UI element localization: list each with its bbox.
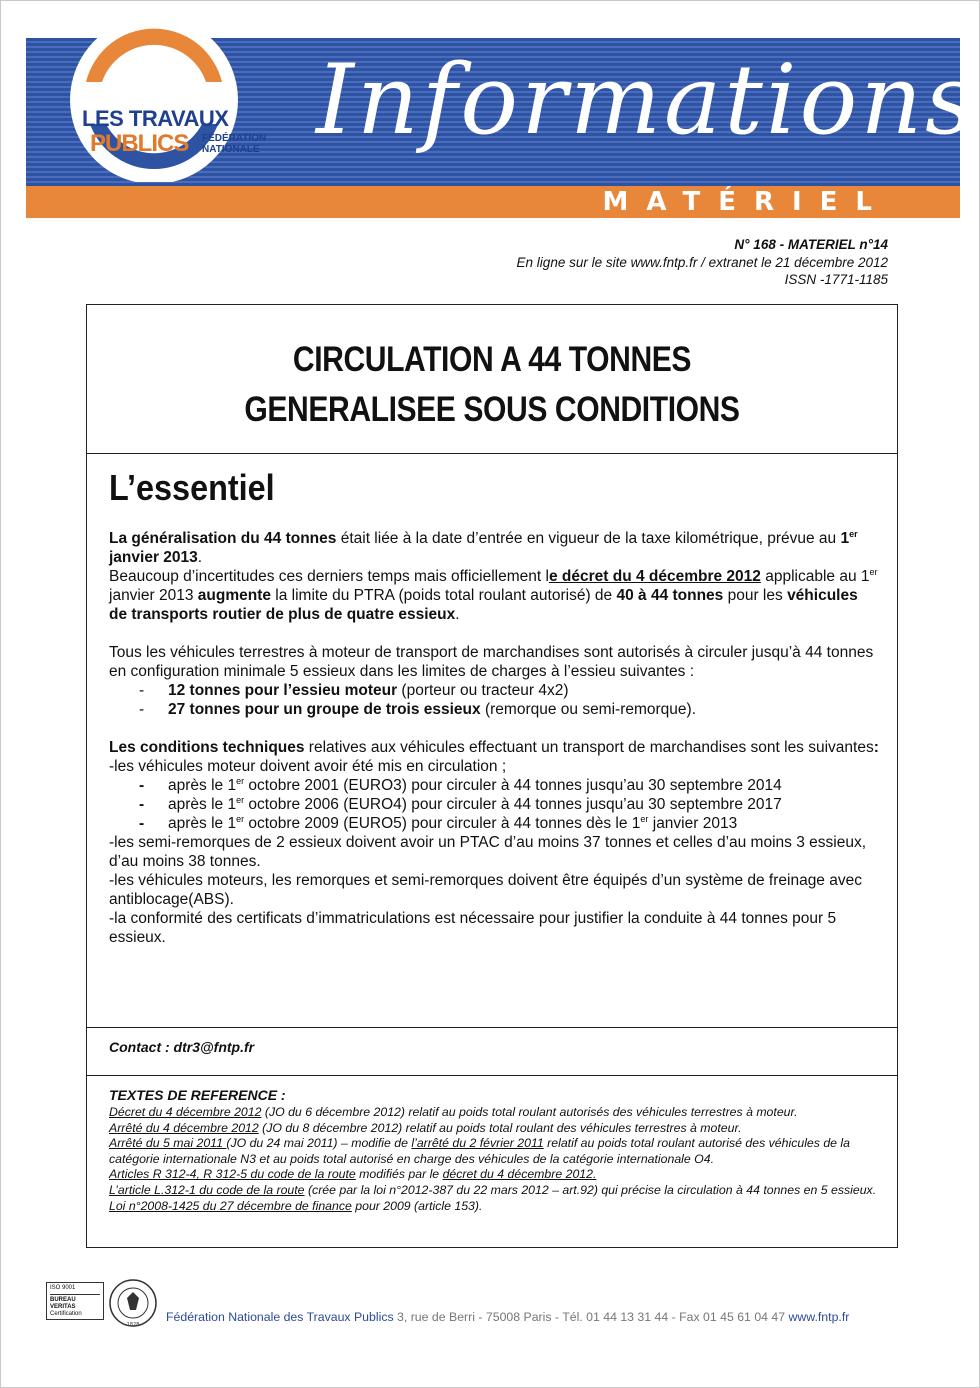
reference-link[interactable]: Arrêté du 4 décembre 2012 [109,1120,259,1135]
text: . [455,606,460,623]
text-bold: véhicules de transports routier de plus de quatre essieux [109,587,858,623]
title-line-1: CIRCULATION A 44 TONNES [292,340,692,379]
list-item [109,776,879,795]
issue-online: En ligne sur le site www.fntp.fr / extranet le 21 décembre 2012 [516,254,888,270]
text: janvier 2013 [648,815,738,832]
article-title [144,335,841,435]
reference-link[interactable]: Arrêté du 5 mai 2011 [109,1136,227,1151]
text: (JO du 6 décembre 2012) relatif au poids total roulant autorisés des véhicules terrestres à moteur. [261,1105,798,1119]
reference-link[interactable]: décret du 4 décembre 2012. [442,1167,597,1182]
issue-info [517,236,888,289]
superscript: er [849,528,858,539]
superscript: er [236,775,245,786]
text: après le 1 [168,815,237,832]
text: pour les [723,587,788,604]
logo-text-publics: PUBLICS [90,130,189,157]
reference-item [109,1136,879,1167]
text: modifiés par le [355,1167,443,1182]
text: relatif au poids total roulant autorisé des véhicules de la catégorie internationale N3 et au poids total autorisé en charge des véhicules de la catégorie internationale O4. [109,1136,850,1166]
text: la limite du PTRA (poids total roulant autorisé) de [270,587,617,604]
reference-link[interactable]: Loi n°2008-1425 du 27 décembre de finance [109,1198,352,1213]
paragraph-motor: -les véhicules moteur doivent avoir été mis en circulation ; [109,758,507,775]
superscript: er [640,813,649,824]
contact-line: Contact : dtr3@fntp.fr [109,1039,255,1055]
text: pour 2009 (article 153). [351,1198,483,1213]
footer-website-link[interactable]: www.fntp.fr [788,1310,850,1324]
text: (JO du 8 décembre 2012) relatif au poids total roulant des véhicules terrestres à moteur. [258,1120,742,1135]
bullet-dash: - [139,701,145,718]
banner-subtitle: MATÉRIEL [602,187,890,217]
issue-issn: ISSN -1771-1185 [784,272,888,287]
reference-link[interactable]: Décret du 4 décembre 2012 [109,1105,262,1119]
footer-org: Fédération Nationale des Travaux Publics [166,1310,394,1324]
reference-item [109,1183,879,1199]
text: (porteur ou tracteur 4x2) [397,682,569,699]
text-bold: : [873,739,879,756]
svg-text:1828: 1828 [126,1322,140,1328]
bullet-dash: - [139,815,145,832]
banner-title: Informations [316,44,978,156]
text-bold: janvier 2013 [109,549,198,566]
reference-link[interactable]: L’article L.312-1 du code de la route [109,1182,305,1197]
footer-address [166,1310,849,1324]
reference-item [109,1121,879,1137]
text: après le 1 [168,796,237,813]
text-bold: augmente [197,587,271,604]
text-bold: 27 tonnes pour un groupe de trois essieux [168,701,481,718]
paragraph-abs: -les véhicules moteurs, les remorques et semi-remorques doivent être équipés d’un système de freinage avec antiblocage(ABS). [109,872,862,908]
text-bold: Les conditions techniques [109,739,305,756]
reference-link[interactable]: Articles R 312-4, R 312-5 du code de la route [109,1167,356,1182]
article-body [109,529,879,947]
superscript: er [869,566,878,577]
text: (crée par la loi n°2012-387 du 22 mars 2012 – art.92) qui précise la circulation à 44 tonnes en 5 essieux. [304,1182,877,1197]
bullet-dash: - [139,682,145,699]
references-heading: TEXTES DE REFERENCE : [109,1087,286,1103]
issue-number: N° 168 - MATERIEL n°14 [734,237,888,252]
footer-contact-details: 3, rue de Berri - 75008 Paris - Tél. 01 44 13 31 44 - Fax 01 45 61 04 47 [393,1310,789,1324]
logo-text-federation [202,133,266,155]
iso-certification-badge [46,1282,104,1320]
divider-refs [87,1075,897,1076]
paragraph-semitrailers: -les semi-remorques de 2 essieux doivent avoir un PTAC d’au moins 37 tonnes et celles d’au moins 3 essieux, d’au moins 38 tonnes. [109,834,867,870]
bullet-dash: - [139,796,145,813]
bureau-veritas-seal-icon [108,1276,158,1330]
reference-item [109,1105,879,1121]
decree-link-text: e décret du 4 décembre 2012 [548,568,761,585]
divider-contact [87,1027,897,1028]
references [109,1087,879,1214]
reference-item [109,1167,879,1183]
superscript: er [236,813,245,824]
logo-federation: FÉDÉRATION [202,133,267,144]
text-bold: La généralisation du 44 tonnes [109,530,337,547]
text: . [197,549,203,566]
paragraph-intro [109,529,879,567]
paragraph-conditions [109,738,879,757]
iso-line: BUREAU VERITAS [50,1297,76,1310]
paragraph-vehicles: Tous les véhicules terrestres à moteur de transport de marchandises sont autorisés à circuler jusqu’à 44 tonnes en configuration minimale 5 essieux dans les limites de charges à l’essieu suivantes : [109,644,874,680]
text: janvier 2013 [109,587,198,604]
list-item [109,814,879,833]
reference-item [109,1199,879,1215]
list-item [109,681,879,700]
text: octobre 2006 (EURO4) pour circuler à 44 tonnes jusqu’au 30 septembre 2017 [244,796,782,813]
section-heading: L’essentiel [109,467,275,508]
divider-title [87,453,897,454]
text-bold: 40 à 44 tonnes [616,587,724,604]
logo-nationale: NATIONALE [202,144,260,155]
text: relatives aux véhicules effectuant un transport de marchandises sont les suivantes [304,739,874,756]
superscript: er [236,794,245,805]
iso-line: Certification [50,1311,82,1317]
logo-text-les-travaux: LES TRAVAUX [82,106,229,131]
text: était liée à la date d’entrée en vigueur de la taxe kilométrique, prévue au [336,530,841,547]
text: octobre 2001 (EURO3) pour circuler à 44 tonnes jusqu’au 30 septembre 2014 [244,777,782,794]
iso-line: ISO 9001 [50,1285,76,1291]
text: applicable au 1 [760,568,870,585]
text: (remorque ou semi-remorque). [480,701,697,718]
paragraph-certificates: -la conformité des certificats d’immatriculations est nécessaire pour justifier la conduite à 44 tonnes pour 5 essieux. [109,910,837,946]
list-item [109,795,879,814]
list-item [109,700,879,719]
bullet-dash: - [139,777,145,794]
paragraph-decree [109,567,879,624]
title-line-2: GENERALISEE SOUS CONDITIONS [244,390,740,429]
article-box [86,304,898,1248]
text: octobre 2009 (EURO5) pour circuler à 44 tonnes dès le 1 [244,815,641,832]
text-bold: 12 tonnes pour l’essieu moteur [168,682,398,699]
text: Beaucoup d’incertitudes ces derniers temps mais officiellement l [109,568,549,585]
text-bold: 1 [840,530,850,547]
reference-link[interactable]: l’arrêté du 2 février 2011 [411,1136,544,1151]
text: (JO du 24 mai 2011) – modifie de [226,1136,412,1151]
text: après le 1 [168,777,237,794]
